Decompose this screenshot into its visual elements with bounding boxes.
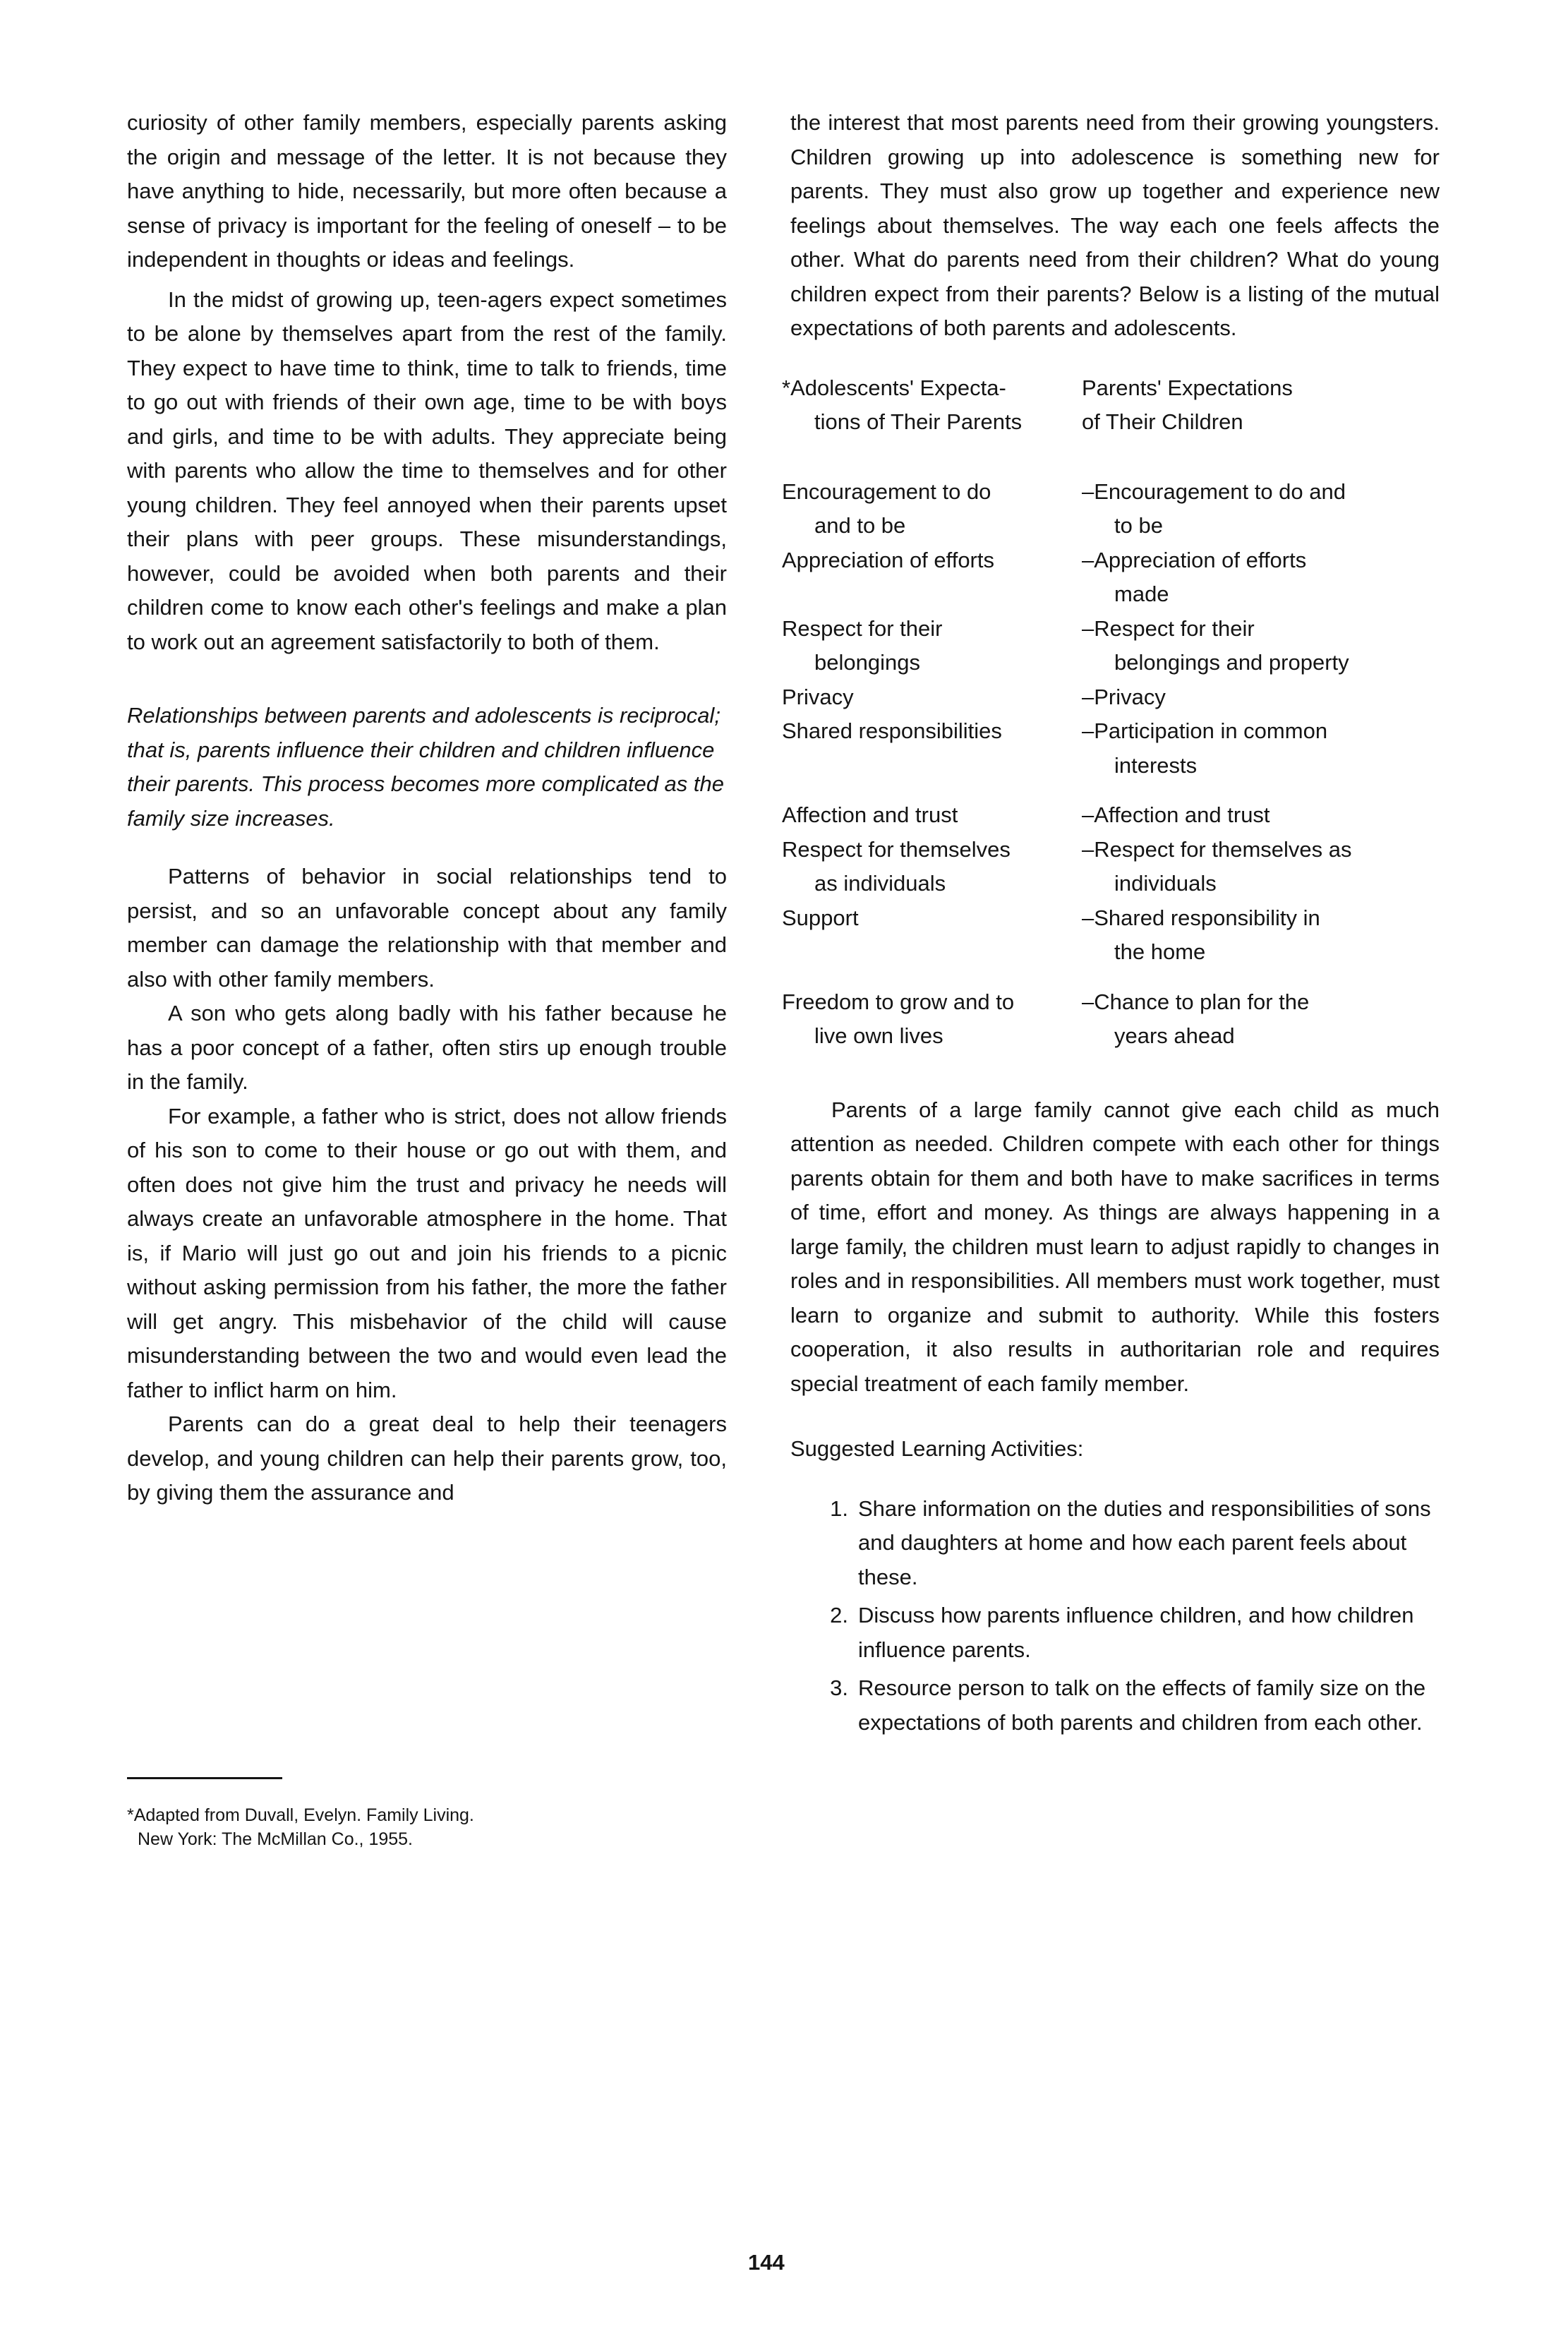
expectations-row: Appreciation of efforts –Appreciation of efforts made (782, 547, 1307, 606)
activities-list (790, 1492, 1440, 1740)
expectations-header-row (782, 371, 1435, 475)
expectations-row: Support –Shared responsibility in the home (782, 905, 1320, 964)
expectations-row: Encouragement to do and to be –Encouragement to do and to be (782, 479, 1346, 538)
activities-heading: Suggested Learning Activities: (790, 1436, 1084, 1461)
expectations-row: Freedom to grow and to live own lives –Chance to plan for the years ahead (782, 989, 1310, 1048)
paragraph-parents-help: Parents can do a great deal to help their teenagers develop, and young children can help their parents grow, too, by giving them the assurance and (127, 1412, 727, 1505)
footnote-line-2: New York: The McMillan Co., 1955. (138, 1829, 414, 1849)
expectations-row: Respect for their belongings –Respect for their belongings and property (782, 615, 1349, 675)
paragraph-father-example: For example, a father who is strict, does not allow friends of his son to come to their house or go out with them, and often does not give him the trust and privacy he needs will always create an unfavorable atmosphere in the home. That is, if Mario will just go out and join his friends to a picnic without asking permission from his father, the more the father will get angry. This misbehavior of the child will cause misunderstanding between the two and would even lead the father to inflict harm on him. (127, 1103, 727, 1402)
expectations-row: Respect for themselves as individuals –Respect for themselves as individuals (782, 836, 1352, 896)
page-number: 144 (748, 2250, 785, 2275)
paragraph-large-family: Parents of a large family cannot give each child as much attention as needed. Children compete with each other for things parents obtain for them and both have to make sacrifices in terms of time, effort and money. As things are always happening in a large family, the children must learn to adjust rapidly to changes in roles and in responsibilities. All members must work together, must learn to organize and submit to authority. While this fosters cooperation, it also results in authoritarian role and requires special treatment of each family member. (790, 1097, 1440, 1396)
paragraph-interest: the interest that most parents need from their growing youngsters. Children growing up into adolescence is something new for parents. They must also grow up together and experience new feelings about themselves. The way each one feels affects the other. What do parents need from their children? What do young children expect from their parents? Below is a listing of the mutual expectations of both parents and adolescents. (790, 110, 1440, 340)
paragraph-reciprocal-highlight: Relationships between parents and adolescents is reciprocal; that is, parents influence their children and children influence their parents. This process becomes more complicated as the family size increases. (127, 703, 724, 831)
paragraph-growing-up: In the midst of growing up, teen-agers expect sometimes to be alone by themselves apart from the rest of the family. They expect to have time to think, time to talk to friends, time to go out with friends of their own age, time to be with boys and girls, and time to be with adults. They appreciate being with parents who allow the time to themselves and for other young children. They feel annoyed when their parents upset their plans with peer groups. These misunderstandings, however, could be avoided when both parents and their children come to know each other's feelings and make a plan to work out an agreement satisfactorily to both of them. (127, 287, 727, 654)
paragraph-son-example: A son who gets along badly with his father because he has a poor concept of a father, often stirs up enough trouble in the family. (127, 1001, 727, 1094)
paragraph-privacy: curiosity of other family members, especially parents asking the origin and message of the letter. It is not because they have anything to hide, necessarily, but more often because a sense of privacy is important for the feeling of oneself – to be independent in thoughts or ideas and feelings. (127, 110, 727, 272)
footnote-line-1: *Adapted from Duvall, Evelyn. Family Living. (127, 1805, 474, 1825)
footnote-divider (127, 1777, 282, 1779)
expectations-row: Affection and trust –Affection and trust (782, 802, 1270, 827)
expectations-table (782, 371, 1435, 1054)
paragraph-patterns: Patterns of behavior in social relationships tend to persist, and so an unfavorable concept about any family member can damage the relationship with that member and also with other family members. (127, 864, 727, 992)
parents-header: Parents' Expectations of Their Children (1082, 375, 1293, 434)
expectations-row: Shared responsibilities –Participation in common interests (782, 718, 1328, 778)
list-item: 2. Discuss how parents influence children, and how children influence parents. (830, 1603, 1414, 1662)
right-column (782, 106, 1440, 1744)
adolescents-header: *Adolescents' Expecta- tions of Their Parents (782, 375, 1023, 434)
list-item: 1. Share information on the duties and responsibilities of sons and daughters at home and how each parent feels about these. (830, 1496, 1431, 1589)
list-item: 3. Resource person to talk on the effects of family size on the expectations of both parents and children from each other. (830, 1675, 1426, 1735)
left-column (127, 106, 727, 1510)
expectations-row: Privacy –Privacy (782, 684, 1166, 709)
footnote (127, 1803, 727, 1851)
